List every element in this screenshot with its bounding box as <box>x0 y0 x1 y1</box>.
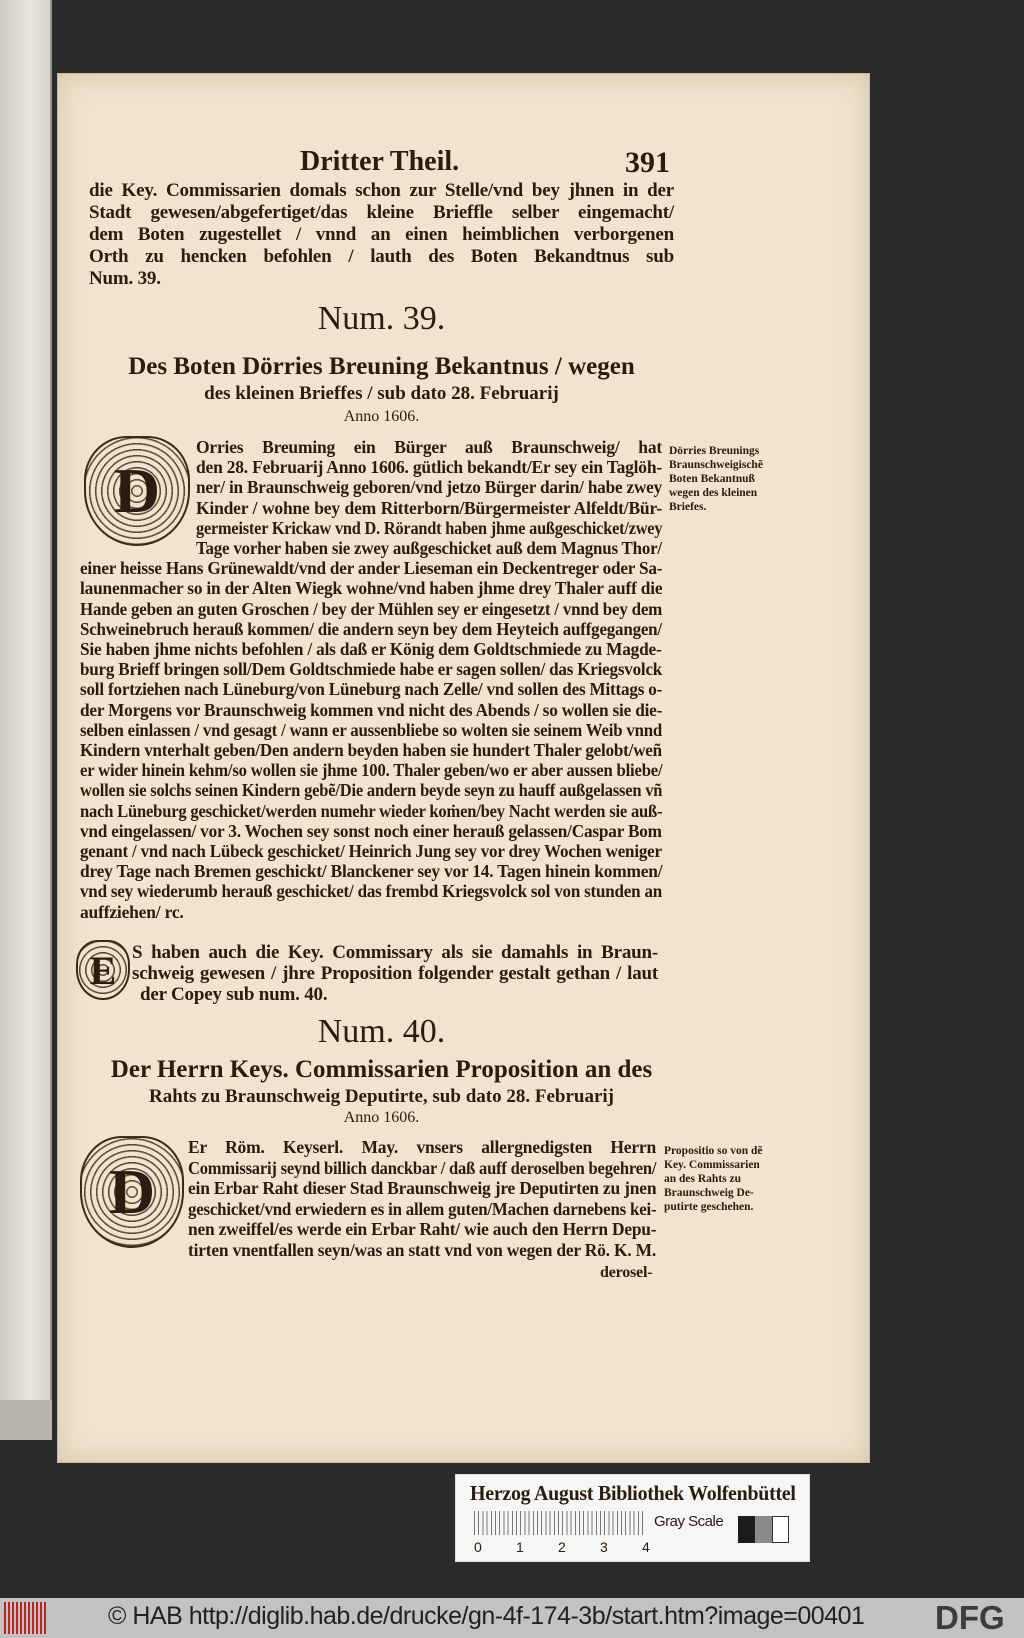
gray-scale-label: Gray Scale <box>654 1513 724 1530</box>
text-line: wollen sie solchs seinen Kindern gebẽ/Die andern beyde seyn zu hauff außgelassen vñ <box>80 780 663 801</box>
text-line: Commissarij seynd billich danckbar / daß auff deroselben begehren/ <box>188 1157 657 1178</box>
section-title-40: Der Herrn Keys. Commissarien Proposition an des <box>110 1056 653 1083</box>
text-line: launenmacher so in der Alten Wiegk wohne/vnd haben jhme drey Thaler auff die <box>80 578 663 599</box>
text-line: dem Boten zugestellet / vnnd an einen heimblichen verborgenen <box>89 224 674 245</box>
text-line: ner/ in Braunschweig geboren/vnd jetzo Bürger darin/ habe zwey <box>196 477 663 498</box>
text-line: Schweinebruch herauß kommen/ die andern seyn bey dem Heyteich auffgegangen/ <box>80 618 662 639</box>
ruler-tick-label: 1 <box>516 1539 524 1555</box>
text-line: er wider hinein kehm/so wollen sie jhme 100. Thaler geben/wo er aber aussen bliebe/ <box>80 760 663 781</box>
section-year-39: Anno 1606. <box>343 408 420 425</box>
text-line: Orth zu hencken befohlen / lauth des Boten Bekandtnus sub <box>89 246 674 267</box>
gray-swatch-black <box>738 1516 755 1543</box>
margin-note-line: Boten Bekantnuß <box>669 473 755 485</box>
text-line: genant / vnd nach Lübeck geschicket/ Heinrich Jung sey vor drey Wochen weniger <box>80 841 662 861</box>
text-line: soll fortziehen nach Lüneburg/von Lüneburg nach Zelle/ vnd sollen des Mittags o- <box>80 679 663 700</box>
ruler-tick-label: 2 <box>558 1539 566 1555</box>
section-number-40: Num. 40. <box>317 1013 446 1050</box>
text-line: Stadt gewesen/abgefertiget/das kleine Briefflе selber eingemacht/ <box>89 202 674 223</box>
margin-note-line: Braunschweigischẽ <box>669 459 763 471</box>
text-line: selben einlassen / vnd gesagt / wann er aussenbliebe so wolten sie seinem Weib vnnd <box>80 719 663 740</box>
text-line: Er Röm. Keyserl. May. vnsers allergnedigsten Herrn <box>188 1137 656 1157</box>
institution-name: Herzog August Bibliothek Wolfenbüttel <box>470 1481 796 1505</box>
decorated-initial-e: E <box>76 940 130 1000</box>
section-subtitle-39: des kleinen Brieffes / sub dato 28. Februarij <box>204 383 559 404</box>
text-line: Orries Breuming ein Bürger auß Braunschweig/ hat <box>196 437 662 457</box>
section-subtitle-40: Rahts zu Braunschweig Deputirte, sub dato 28. Februarij <box>149 1086 614 1107</box>
text-line: Num. 39. <box>89 268 161 289</box>
section-number-39: Num. 39. <box>317 300 446 337</box>
margin-note-line: Key. Commissarien <box>664 1159 760 1171</box>
ruler-tick-label: 3 <box>600 1539 608 1555</box>
text-line: schweig gewesen / jhre Proposition folgender gestalt gethan / laut <box>132 963 658 984</box>
gray-swatch-mid <box>755 1516 772 1543</box>
margin-note-line: an des Rahts zu <box>664 1173 742 1185</box>
text-line: der Morgens vor Braunschweig kommen vnd nicht des Abends / so wollen sie die- <box>80 699 663 720</box>
text-line: der Copey sub num. 40. <box>140 984 328 1005</box>
margin-note-line: Briefes. <box>669 501 707 513</box>
text-line: S haben auch die Key. Commissary als sie damahls in Braun- <box>132 942 658 963</box>
ruler-tick-label: 0 <box>474 1539 482 1555</box>
scan-reference-card <box>455 1474 810 1562</box>
gray-swatch-white <box>772 1516 789 1543</box>
ruler-tick-label: 4 <box>642 1539 650 1555</box>
running-title: Dritter Theil. <box>300 146 460 177</box>
footer-bar <box>0 1598 1024 1638</box>
ruler <box>474 1511 644 1535</box>
margin-note-line: putirte geschehen. <box>664 1201 754 1213</box>
copyright-url[interactable]: © HAB http://diglib.hab.de/drucke/gn-4f-174-3b/start.htm?image=00401 <box>108 1602 865 1630</box>
margin-note-40 <box>664 1144 763 1214</box>
catchword: derosel- <box>600 1264 653 1281</box>
text-line: germeister Krickaw vnd D. Rörandt haben jhme außgeschicket/zwey <box>196 517 663 538</box>
text-line: tirten vnentfallen seyn/was an statt vnd von wegen der Rö. K. M. <box>188 1239 657 1260</box>
hab-logo-icon <box>4 1602 46 1634</box>
text-line: die Key. Commissarien domals schon zur Stelle/vnd bey jhnen in der <box>89 180 674 201</box>
text-line: Kindern vnterhalt geben/Den andern beyden haben sie hundert Thaler gelobt/weñ <box>80 740 662 760</box>
margin-note-line: Propositio so von dẽ <box>664 1145 763 1157</box>
text-line: drey Tage nach Bremen geschickt/ Blanckener sey vor 14. Tagen hinein kommen/ <box>80 861 663 882</box>
text-line: nach Lüneburg geschicket/werden numehr wieder koṁen/bey Nacht werden sie auß- <box>80 800 663 821</box>
text-line: einer heisse Hans Grünewaldt/vnd der ander Lieseman ein Deckentreger oder Sa- <box>80 558 663 579</box>
margin-note-line: Dörries Breunings <box>669 445 760 457</box>
text-line: den 28. Februarij Anno 1606. gütlich bekandt/Er sey ein Taglöh- <box>196 457 662 478</box>
text-line: Sie haben jhme nichts befohlen / als daß er König dem Goldtschmiede zu Magde- <box>80 639 662 659</box>
margin-note-39 <box>669 444 763 514</box>
facing-page-edge <box>0 0 52 1440</box>
text-line: geschicket/vnd erwiedern es in allem guten/Machen darnebens kei- <box>188 1198 657 1219</box>
text-line: Hande geben an guten Groschen / bey der Mühlen sey er eingesetzt / vnnd bey dem <box>80 598 663 619</box>
margin-note-line: Braunschweig De- <box>664 1187 754 1199</box>
text-line: auffziehen/ rc. <box>80 901 184 922</box>
margin-note-line: wegen des kleinen <box>669 487 758 499</box>
dfg-logo: DFG <box>935 1599 1005 1636</box>
text-line: vnd sey wiederumb herauß geschicket/ das frembd Kriegsvolck sol von stunden an <box>80 881 663 902</box>
text-line: vnd eingelassen/ vor 3. Wochen sey sonst noch einer herauß gelassen/Caspar Bom <box>80 820 662 841</box>
section-title-39: Des Boten Dörries Breuning Bekantnus / wegen <box>128 353 635 380</box>
text-line: nen zweiffel/es werde ein Erbar Raht/ wie auch den Herrn Depu- <box>188 1219 657 1239</box>
page-number: 391 <box>625 146 670 179</box>
text-line: burg Brieff bringen soll/Dem Goldtschmiede habe er sagen sollen/ das Kriegsvolck <box>80 659 663 680</box>
text-line: ein Erbar Raht dieser Stad Braunschweig jre Deputirten zu jnen <box>188 1178 657 1198</box>
text-line: Tage vorher haben sie zwey außgeschicket auß dem Magnus Thor/ <box>196 538 662 558</box>
decorated-initial-d-2: D <box>80 1136 184 1248</box>
text-line: Kinder / wohne bey dem Ritterborn/Bürgermeister Alfeldt/Bür- <box>196 497 662 518</box>
decorated-initial-d: D <box>84 436 190 546</box>
section-year-40: Anno 1606. <box>343 1109 420 1126</box>
